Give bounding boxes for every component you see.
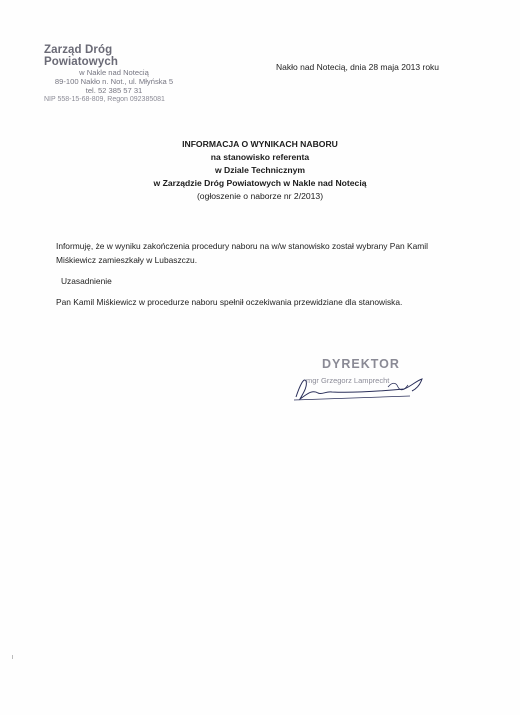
signature-name-stamp: mgr Grzegorz Lamprecht [306, 376, 390, 385]
document-title: INFORMACJA O WYNIKACH NABORU [182, 139, 338, 149]
organization-stamp [44, 44, 184, 103]
title-department: w Dziale Technicznym [214, 165, 306, 175]
handwritten-signature [292, 365, 442, 405]
stamp-line-2: 89-100 Nakło n. Not., ul. Młyńska 5 [54, 77, 174, 87]
stamp-org-name: Zarząd Dróg Powiatowych [44, 44, 118, 69]
title-announcement-note: (ogłoszenie o naborze nr 2/2013) [196, 191, 324, 201]
page-margin-mark [12, 655, 13, 659]
title-institution: w Zarządzie Dróg Powiatowych w Nakle nad Notecią [153, 178, 367, 188]
stamp-line-3: tel. 52 385 57 31 [85, 86, 143, 96]
stamp-line-4: NIP 558-15-68-809, Regon 092385081 [44, 96, 165, 104]
director-stamp-title: DYREKTOR [322, 357, 400, 371]
body-paragraph-1: Informuję, że w wyniku zakończenia procedury naboru na w/w stanowisko został wybrany Pan Kamil Miśkiewicz zamieszkały w Lubaszczu. [56, 241, 428, 265]
place-date: Nakło nad Notecią, dnia 28 maja 2013 roku [276, 62, 440, 72]
stamp-line-1: w Nakle nad Notecią [79, 68, 149, 78]
title-block [60, 138, 460, 203]
justification-heading: Uzasadnienie [61, 276, 112, 286]
title-position: na stanowisko referenta [210, 152, 310, 162]
body-paragraph-2: Pan Kamil Miśkiewicz w procedurze naboru spełnił oczekiwania przewidziane dla stanowiska. [56, 297, 403, 307]
